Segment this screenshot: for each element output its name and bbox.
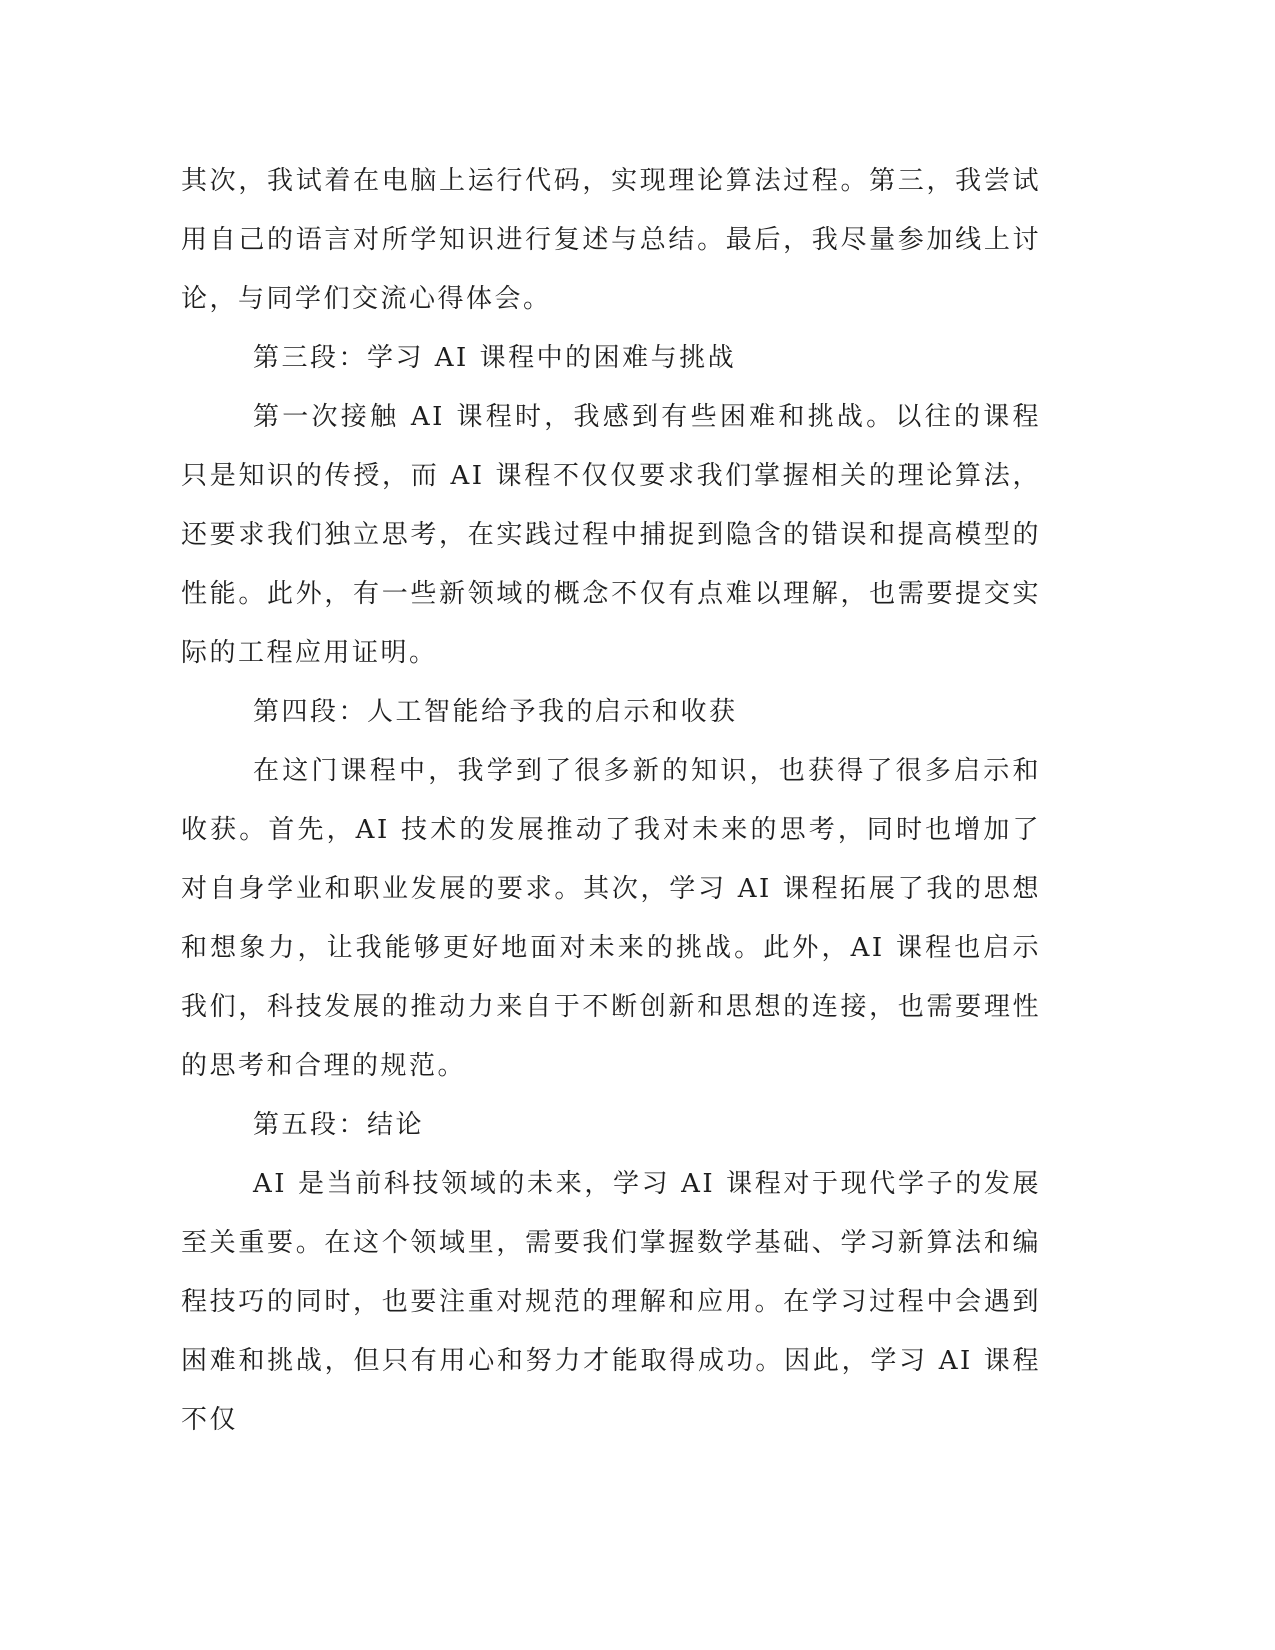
section-heading-5: 第五段：结论	[253, 1110, 425, 1140]
section-heading-4: 第四段：人工智能给予我的启示和收获	[253, 697, 738, 727]
body-paragraph-continuation: 其次，我试着在电脑上运行代码，实现理论算法过程。第三，我尝试用自己的语言对所学知识进行复述与总结。最后，我尽量参加线上讨论，与同学们交流心得体会。	[181, 166, 1041, 314]
document-body	[181, 152, 1041, 1450]
body-paragraph-section-5: AI 是当前科技领域的未来，学习 AI 课程对于现代学子的发展至关重要。在这个领域里，需要我们掌握数学基础、学习新算法和编程技巧的同时，也要注重对规范的理解和应用。在学习过程中会遇到困难和挑战，但只有用心和努力才能取得成功。因此，学习 AI 课程不仅	[181, 1169, 1041, 1435]
body-paragraph-section-4: 在这门课程中，我学到了很多新的知识，也获得了很多启示和收获。首先，AI 技术的发展推动了我对未来的思考，同时也增加了对自身学业和职业发展的要求。其次，学习 AI 课程拓展了我的思想和想象力，让我能够更好地面对未来的挑战。此外，AI 课程也启示我们，科技发展的推动力来自于不断创新和思想的连接，也需要理性的思考和合理的规范。	[181, 756, 1041, 1081]
body-paragraph-section-3: 第一次接触 AI 课程时，我感到有些困难和挑战。以往的课程只是知识的传授，而 AI 课程不仅仅要求我们掌握相关的理论算法，还要求我们独立思考，在实践过程中捕捉到隐含的错误和提高模型的性能。此外，有一些新领域的概念不仅有点难以理解，也需要提交实际的工程应用证明。	[181, 402, 1041, 668]
section-heading-3: 第三段：学习 AI 课程中的困难与挑战	[253, 343, 737, 373]
